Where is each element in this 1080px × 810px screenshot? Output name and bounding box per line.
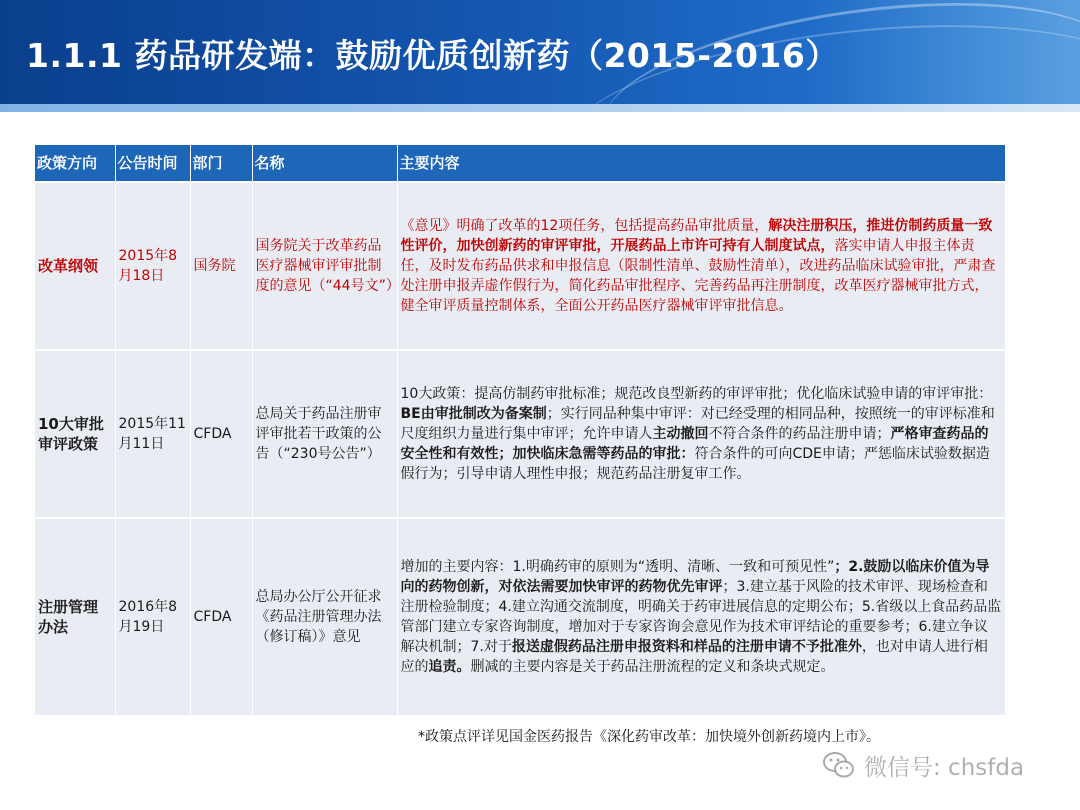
content-segment: 严格审查药品的安全性和有效性；加快临床急需等药品的审批： — [400, 426, 989, 462]
watermark-text: 微信号: chsfda — [864, 754, 1025, 781]
content-segment: 报送虚假药品注册申报资料和样品的注册申请不予批准外 — [511, 639, 862, 655]
header-name: 名称 — [252, 145, 397, 182]
content-segment: 10大政策：提高仿制药审批标准；规范改良型新药的审评审批；优化临床试验申请的审评审批： — [400, 386, 993, 402]
table-row — [35, 350, 1005, 518]
content-segment: 删减的主要内容是关于药品注册流程的定义和条块式规定。 — [470, 659, 835, 675]
content-segment: ，也对申请人进行相应的 — [400, 639, 988, 675]
cell-content — [397, 518, 1005, 715]
cell-direction: 改革纲领 — [35, 182, 115, 350]
cell-date: 2016年8月19日 — [115, 518, 190, 715]
cell-content — [397, 182, 1005, 350]
content-segment: 落实申请人申报主体责任，及时发布药品供求和申报信息（限制性清单、鼓励性清单），改进药品临床试验审批，严肃查处注册申报弄虚作假行为，简化药品审批程序、完善药品再注册制度，改革医疗器械审批方式，健全审评质量控制体系，全面公开药品医疗器械审评审批信息。 — [400, 238, 996, 314]
cell-name: 总局办公厅公开征求《药品注册管理办法（修订稿）》意见 — [252, 518, 397, 715]
banner-bottom-strip — [0, 104, 1080, 112]
cell-name: 总局关于药品注册审评审批若干政策的公告（“230号公告”） — [252, 350, 397, 518]
content-segment: ；2.鼓励以临床价值为导向的药物创新，对依法需要加快审评的药物优先审评 — [400, 559, 990, 595]
cell-dept: 国务院 — [190, 182, 252, 350]
header-dept: 部门 — [190, 145, 252, 182]
content-segment: 《意见》明确了改革的12项任务，包括提高药品审批质量， — [400, 218, 769, 234]
content-segment: BE由审批制改为备案制 — [400, 406, 547, 422]
table-header-row — [35, 145, 1005, 182]
cell-date: 2015年8月18日 — [115, 182, 190, 350]
content-segment: ；实行同品种集中审评：对已经受理的相同品种，按照统一的审评标准和尺度组织力量进行集中审评；允许申请人 — [400, 406, 995, 442]
table-row — [35, 518, 1005, 715]
header-date: 公告时间 — [115, 145, 190, 182]
wechat-icon — [822, 750, 856, 780]
content-segment: ；3.建立基于风险的技术审评、现场检查和注册检验制度；4.建立沟通交流制度，明确关于药审进展信息的定期公布；5.省级以上食品药品监管部门建立专家咨询制度，增加对于专家咨询会意见作为技术审评结论的重要参考；6.建立争议解决机制；7.对于 — [400, 579, 1002, 655]
cell-dept: CFDA — [190, 350, 252, 518]
content-segment: 主动撤回 — [652, 426, 709, 442]
header-content: 主要内容 — [397, 145, 1005, 182]
policy-table — [35, 145, 1006, 715]
content-segment: 增加的主要内容：1.明确药审的原则为“透明、清晰、一致和可预见性” — [400, 559, 835, 575]
content-segment: 不符合条件的药品注册申请； — [708, 426, 891, 442]
content-segment: 追责。 — [428, 659, 471, 675]
cell-direction: 注册管理办法 — [35, 518, 115, 715]
content-segment: 符合条件的可向CDE申请；严惩临床试验数据造假行为；引导申请人理性申报；规范药品注册复审工作。 — [400, 446, 990, 482]
content-segment: 解决注册积压，推进仿制药质量一致性评价，加快创新药的审评审批，开展药品上市许可持有人制度试点， — [400, 218, 993, 254]
cell-direction: 10大审批审评政策 — [35, 350, 115, 518]
header-direction: 政策方向 — [35, 145, 115, 182]
wechat-watermark — [822, 748, 1024, 782]
table-row — [35, 182, 1005, 350]
cell-name: 国务院关于改革药品医疗器械审评审批制度的意见（“44号文”） — [252, 182, 397, 350]
slide-title: 1.1.1 药品研发端：鼓励优质创新药（2015-2016） — [26, 36, 839, 75]
cell-date: 2015年11月11日 — [115, 350, 190, 518]
cell-content — [397, 350, 1005, 518]
cell-dept: CFDA — [190, 518, 252, 715]
footnote: *政策点评详见国金医药报告《深化药审改革：加快境外创新药境内上市》。 — [418, 729, 880, 745]
